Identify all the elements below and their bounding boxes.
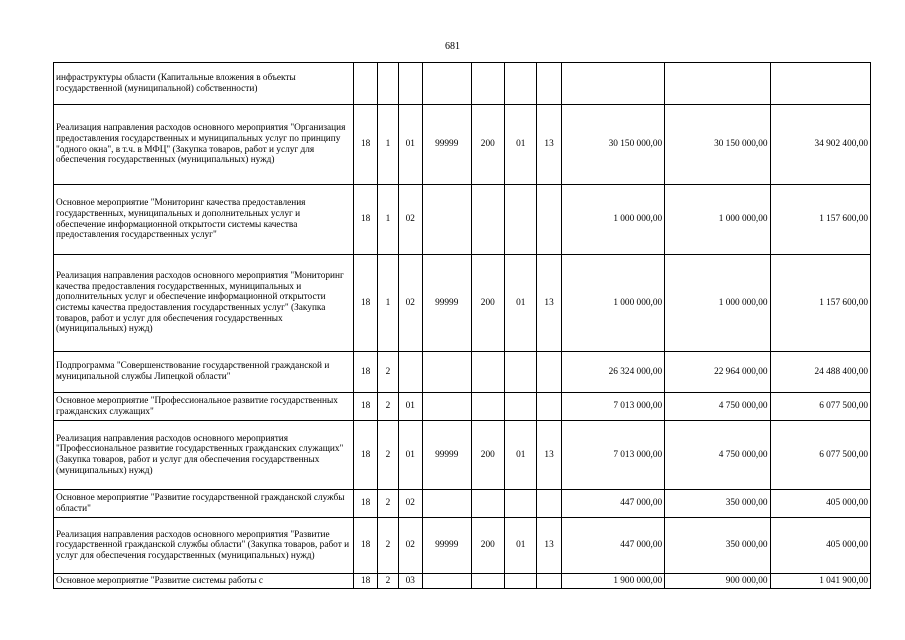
amount-year-1: 447 000,00 xyxy=(561,490,664,518)
code-expense-type: 200 xyxy=(471,255,504,352)
code-direction: 99999 xyxy=(422,421,471,490)
code-direction xyxy=(422,352,471,393)
code-section: 01 xyxy=(505,518,537,574)
table-row xyxy=(54,63,871,105)
code-direction: 99999 xyxy=(422,255,471,352)
code-subsection xyxy=(537,490,561,518)
row-description: инфраструктуры области (Капитальные вложения в объекты государственной (муниципальной) собственности) xyxy=(54,63,354,105)
code-subprogram: 2 xyxy=(378,518,398,574)
amount-year-3: 6 077 500,00 xyxy=(770,421,870,490)
code-admin: 18 xyxy=(354,518,378,574)
code-direction xyxy=(422,185,471,255)
row-description: Основное мероприятие "Развитие государственной гражданской службы области" xyxy=(54,490,354,518)
row-description: Основное мероприятие "Развитие системы работы с xyxy=(54,574,354,589)
code-main-activity: 02 xyxy=(398,255,422,352)
amount-year-1: 1 000 000,00 xyxy=(561,185,664,255)
code-subprogram: 1 xyxy=(378,255,398,352)
table-row xyxy=(54,393,871,421)
code-subsection xyxy=(537,574,561,589)
code-section xyxy=(505,393,537,421)
code-expense-type xyxy=(471,185,504,255)
amount-year-2 xyxy=(665,63,770,105)
code-subsection xyxy=(537,393,561,421)
row-description: Подпрограмма "Совершенствование государственной гражданской и муниципальной службы Липецкой области" xyxy=(54,352,354,393)
page-number: 681 xyxy=(445,41,460,52)
code-subprogram: 2 xyxy=(378,352,398,393)
code-admin: 18 xyxy=(354,421,378,490)
row-description: Реализация направления расходов основного мероприятия "Организация предоставления государственных и муниципальных услуг по принципу "одного окна", в т.ч. в МФЦ" (Закупка товаров, работ и услуг для обеспечения государственных (муниципальных) нужд) xyxy=(54,105,354,185)
code-admin: 18 xyxy=(354,352,378,393)
code-subsection: 13 xyxy=(537,255,561,352)
code-subprogram: 2 xyxy=(378,393,398,421)
code-subprogram: 1 xyxy=(378,105,398,185)
code-expense-type: 200 xyxy=(471,105,504,185)
code-direction xyxy=(422,574,471,589)
code-admin: 18 xyxy=(354,490,378,518)
code-main-activity xyxy=(398,352,422,393)
code-expense-type xyxy=(471,574,504,589)
code-direction xyxy=(422,490,471,518)
code-main-activity: 01 xyxy=(398,421,422,490)
row-description: Основное мероприятие "Профессиональное развитие государственных гражданских служащих" xyxy=(54,393,354,421)
budget-table xyxy=(53,62,871,589)
code-main-activity: 02 xyxy=(398,490,422,518)
table-row xyxy=(54,574,871,589)
code-subsection xyxy=(537,185,561,255)
amount-year-1: 447 000,00 xyxy=(561,518,664,574)
code-expense-type xyxy=(471,490,504,518)
amount-year-3 xyxy=(770,63,870,105)
code-main-activity: 01 xyxy=(398,393,422,421)
code-subprogram: 2 xyxy=(378,574,398,589)
code-subsection: 13 xyxy=(537,518,561,574)
code-subprogram xyxy=(378,63,398,105)
code-expense-type: 200 xyxy=(471,518,504,574)
row-description: Реализация направления расходов основного мероприятия "Профессиональное развитие государственных гражданских служащих" (Закупка товаров, работ и услуг для обеспечения государственных (муниципальных) нужд) xyxy=(54,421,354,490)
code-expense-type xyxy=(471,63,504,105)
code-subprogram: 2 xyxy=(378,490,398,518)
code-section: 01 xyxy=(505,421,537,490)
code-section xyxy=(505,490,537,518)
amount-year-2: 350 000,00 xyxy=(665,490,770,518)
amount-year-2: 30 150 000,00 xyxy=(665,105,770,185)
amount-year-3: 405 000,00 xyxy=(770,490,870,518)
amount-year-2: 1 000 000,00 xyxy=(665,255,770,352)
code-main-activity: 02 xyxy=(398,185,422,255)
table-row xyxy=(54,518,871,574)
table-row xyxy=(54,185,871,255)
code-direction: 99999 xyxy=(422,518,471,574)
table-row xyxy=(54,421,871,490)
amount-year-3: 1 157 600,00 xyxy=(770,185,870,255)
table-row xyxy=(54,255,871,352)
code-main-activity: 02 xyxy=(398,518,422,574)
amount-year-3: 405 000,00 xyxy=(770,518,870,574)
amount-year-2: 4 750 000,00 xyxy=(665,421,770,490)
code-subsection: 13 xyxy=(537,421,561,490)
code-admin: 18 xyxy=(354,185,378,255)
code-expense-type xyxy=(471,393,504,421)
table-row xyxy=(54,490,871,518)
row-description: Реализация направления расходов основного мероприятия "Развитие государственной гражданской службы области" (Закупка товаров, работ и услуг для обеспечения государственных (муниципальных) нужд) xyxy=(54,518,354,574)
amount-year-3: 6 077 500,00 xyxy=(770,393,870,421)
amount-year-1: 1 900 000,00 xyxy=(561,574,664,589)
code-expense-type: 200 xyxy=(471,421,504,490)
amount-year-3: 34 902 400,00 xyxy=(770,105,870,185)
row-description: Основное мероприятие "Мониторинг качества предоставления государственных, муниципальных и дополнительных услуг и обеспечение информационной открытости системы качества предоставления государственных услуг" xyxy=(54,185,354,255)
code-subprogram: 1 xyxy=(378,185,398,255)
amount-year-1 xyxy=(561,63,664,105)
code-section: 01 xyxy=(505,105,537,185)
table-row xyxy=(54,352,871,393)
amount-year-1: 26 324 000,00 xyxy=(561,352,664,393)
code-admin: 18 xyxy=(354,105,378,185)
amount-year-3: 24 488 400,00 xyxy=(770,352,870,393)
code-section xyxy=(505,63,537,105)
code-section: 01 xyxy=(505,255,537,352)
code-subprogram: 2 xyxy=(378,421,398,490)
amount-year-2: 4 750 000,00 xyxy=(665,393,770,421)
amount-year-2: 1 000 000,00 xyxy=(665,185,770,255)
code-admin: 18 xyxy=(354,255,378,352)
amount-year-2: 22 964 000,00 xyxy=(665,352,770,393)
table-row xyxy=(54,105,871,185)
code-direction: 99999 xyxy=(422,105,471,185)
code-expense-type xyxy=(471,352,504,393)
code-direction xyxy=(422,393,471,421)
code-section xyxy=(505,352,537,393)
code-main-activity: 03 xyxy=(398,574,422,589)
code-subsection: 13 xyxy=(537,105,561,185)
amount-year-1: 30 150 000,00 xyxy=(561,105,664,185)
row-description: Реализация направления расходов основного мероприятия "Мониторинг качества предоставления государственных, муниципальных и дополнительных услуг и обеспечение информационной открытости системы качества предоставления государственных услуг" (Закупка товаров, работ и услуг для обеспечения государственных (муниципальных) нужд) xyxy=(54,255,354,352)
amount-year-2: 900 000,00 xyxy=(665,574,770,589)
code-admin xyxy=(354,63,378,105)
code-main-activity xyxy=(398,63,422,105)
code-subsection xyxy=(537,352,561,393)
amount-year-1: 1 000 000,00 xyxy=(561,255,664,352)
amount-year-2: 350 000,00 xyxy=(665,518,770,574)
code-section xyxy=(505,185,537,255)
amount-year-1: 7 013 000,00 xyxy=(561,393,664,421)
amount-year-3: 1 157 600,00 xyxy=(770,255,870,352)
code-admin: 18 xyxy=(354,393,378,421)
code-subsection xyxy=(537,63,561,105)
code-section xyxy=(505,574,537,589)
code-admin: 18 xyxy=(354,574,378,589)
amount-year-1: 7 013 000,00 xyxy=(561,421,664,490)
code-direction xyxy=(422,63,471,105)
amount-year-3: 1 041 900,00 xyxy=(770,574,870,589)
code-main-activity: 01 xyxy=(398,105,422,185)
